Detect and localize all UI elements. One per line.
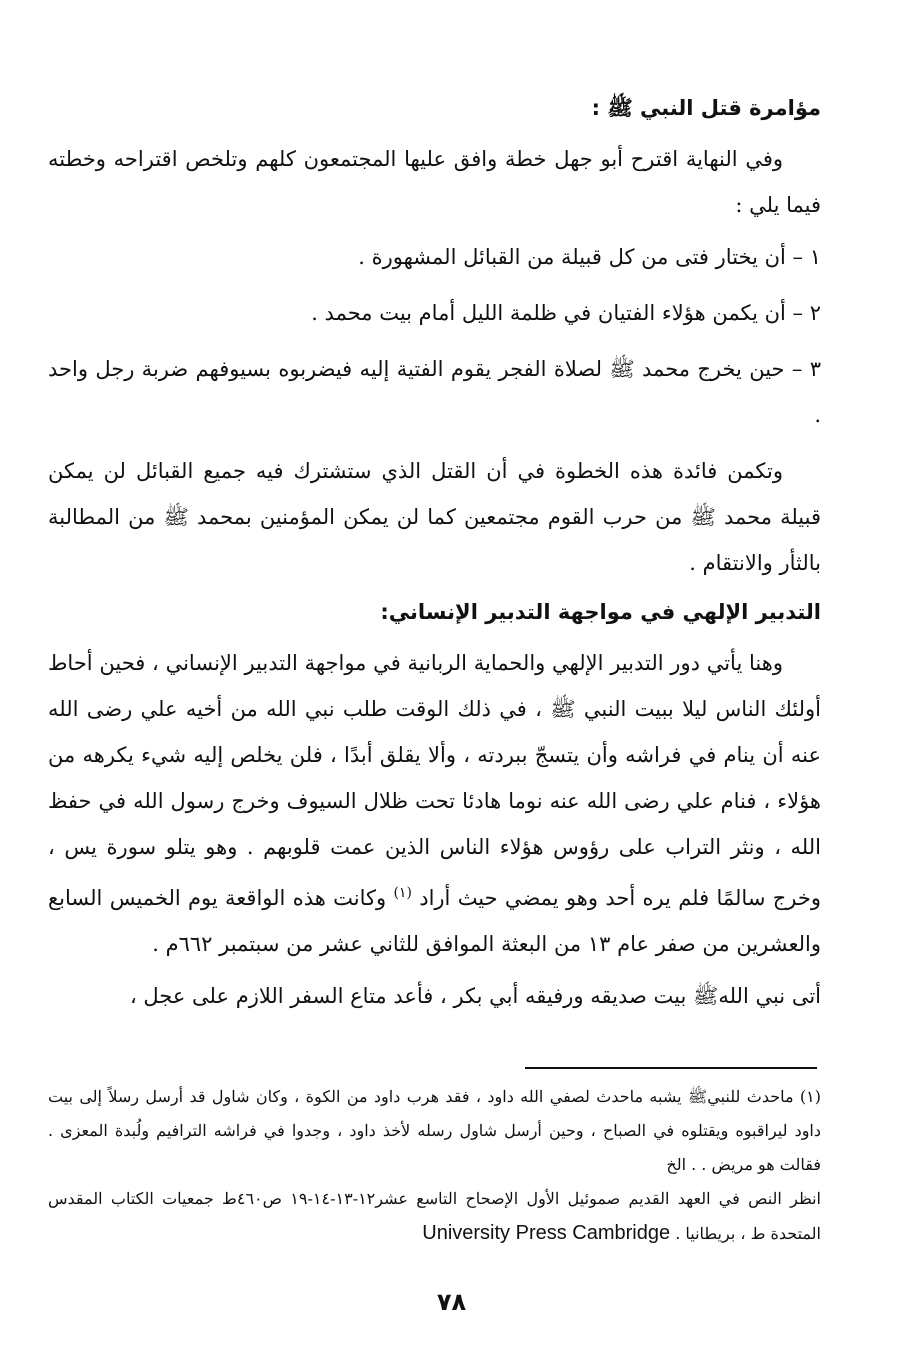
footnote-source	[48, 1182, 821, 1251]
footnote-1: (١) ماحدث للنبيﷺ يشبه ماحدث لصفي الله داود ، فقد هرب داود من الكوة ، وكان شاول قد أرسل رسلاً إلى بيت داود ليراقبوه ويقتلوه في الصباح ، وحين أرسل شاول رسله لأخذ داود ، وجدوا في فراشه الترافيم ولُبدة المعزى . فقالت هو مريض . . الخ	[48, 1087, 821, 1174]
list-item-3: ٣ – حين يخرج محمد ﷺ لصلاة الفجر يقوم الفتية إليه فيضربوه بسيوفهم ضربة رجل واحد .	[48, 357, 821, 427]
section-heading-conspiracy: مؤامرة قتل النبي ﷺ :	[591, 96, 821, 120]
footnote-source-latin: University Press Cambridge	[422, 1222, 671, 1244]
page-body	[48, 88, 821, 1025]
footnote-divider	[525, 1067, 817, 1069]
paragraph-divine-plan	[48, 640, 821, 967]
footnote-reference: (١)	[393, 885, 412, 901]
section-heading-divine: التدبير الإلهي في مواجهة التدبير الإنساني:	[380, 600, 821, 624]
list-item-2: ٢ – أن يكمن هؤلاء الفتيان في ظلمة الليل أمام بيت محمد .	[311, 301, 821, 325]
paragraph-closing: أتى نبي اللهﷺ بيت صديقه ورفيقه أبي بكر ، فأعد متاع السفر اللازم على عجل ،	[129, 984, 821, 1008]
page-number: ٧٨	[436, 1288, 467, 1316]
paragraph-benefit: وتكمن فائدة هذه الخطوة في أن القتل الذي ستشترك فيه جميع القبائل لن يمكن قبيلة محمد ﷺ من حرب القوم مجتمعين كما لن يمكن المؤمنين بمحمد ﷺ من المطالبة بالثأر والانتقام .	[48, 459, 821, 575]
footnote-source-text: انظر النص في العهد القديم صموئيل الأول الإصحاح التاسع عشر١٢-١٣-١٤-١٩ ص٤٦٠ط جمعيات الكتاب المقدس المتحدة ط ، بريطانيا .	[48, 1189, 822, 1243]
footnotes	[48, 1080, 821, 1251]
paragraph-divine-text-1: وهنا يأتي دور التدبير الإلهي والحماية الربانية في مواجهة التدبير الإنساني ، فحين أحاط أولئك الناس ليلا ببيت النبي ﷺ ، في ذلك الوقت طلب نبي الله من أخيه علي رضى الله عنه أن ينام في فراشه وأن يتسجّ ببردته ، وألا يقلق أبدًا ، فلن يخلص إليه شيء يكرهه من هؤلاء ، فنام علي رضى الله عنه نوما هادئا تحت ظلال السيوف وخرج رسول الله في حفظ الله ، ونثر التراب على رؤوس هؤلاء الناس الذين عمت قلوبهم . وهو يتلو سورة يس ، وخرج سالمًا فلم يره أحد وهو يمضي حيث أراد	[48, 651, 821, 910]
list-item-1: ١ – أن يختار فتى من كل قبيلة من القبائل المشهورة .	[358, 245, 821, 269]
paragraph-intro: وفي النهاية اقترح أبو جهل خطة وافق عليها المجتمعون كلهم وتلخص اقتراحه وخطته فيما يلي :	[48, 147, 821, 217]
paragraph-divine-text-2: وكانت هذه الواقعة يوم الخميس السابع والعشرين من صفر عام ١٣ من البعثة الموافق للثاني عشر من سبتمبر ٦٦٢م .	[48, 886, 821, 956]
